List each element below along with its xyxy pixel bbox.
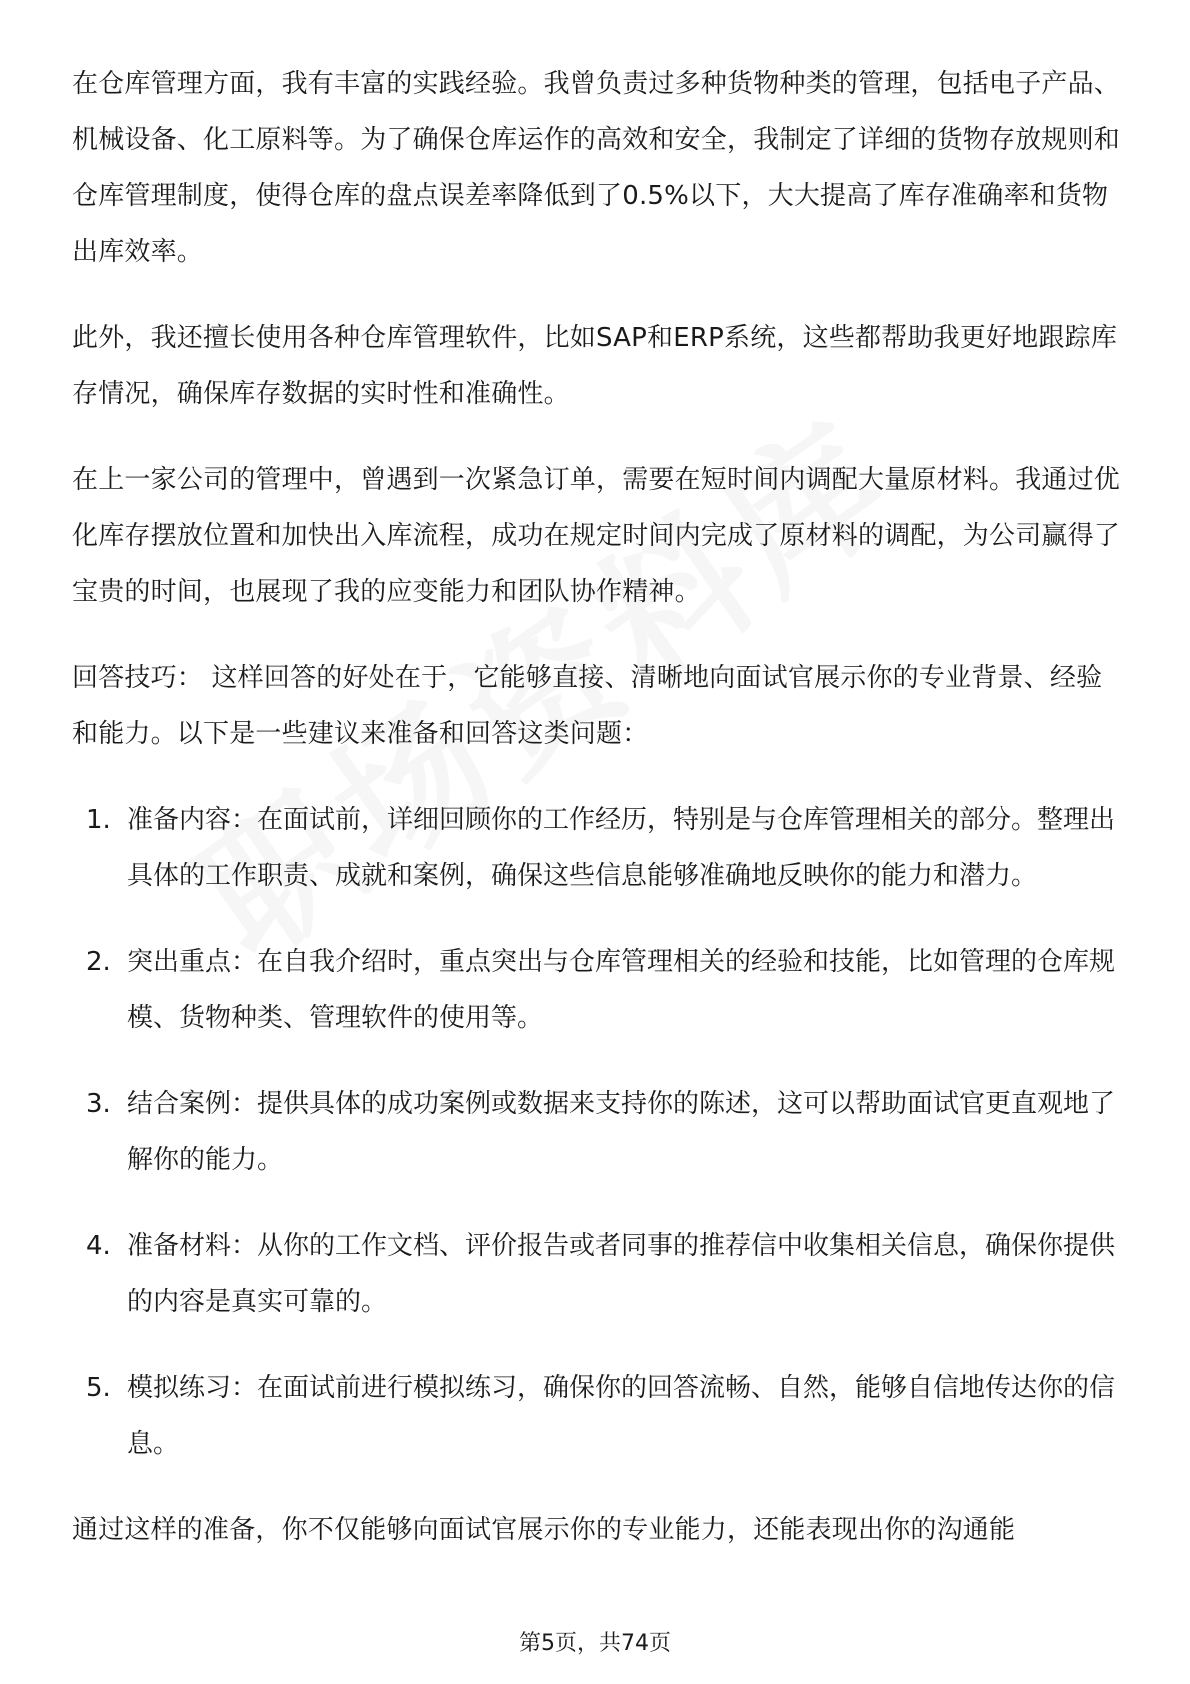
list-text: 结合案例：提供具体的成功案例或数据来支持你的陈述，这可以帮助面试官更直观地了解你的能力。	[127, 1089, 1116, 1175]
paragraph-closing: 通过这样的准备，你不仅能够向面试官展示你的专业能力，还能表现出你的沟通能	[72, 1515, 1016, 1545]
list-item	[72, 1076, 1128, 1188]
paragraph-urgent-order-case: 在上一家公司的管理中，曾遇到一次紧急订单，需要在短时间内调配大量原材料。我通过优化库存摆放位置和加快出入库流程，成功在规定时间内完成了原材料的调配，为公司赢得了宝贵的时间，也展现了我的应变能力和团队协作精神。	[72, 465, 1121, 607]
list-item	[72, 792, 1128, 904]
list-text: 准备内容：在面试前，详细回顾你的工作经历，特别是与仓库管理相关的部分。整理出具体的工作职责、成就和案例，确保这些信息能够准确地反映你的能力和潜力。	[127, 805, 1116, 891]
list-item	[72, 934, 1128, 1046]
list-number: 5.	[86, 1373, 111, 1403]
paragraph-warehouse-experience: 在仓库管理方面，我有丰富的实践经验。我曾负责过多种货物种类的管理，包括电子产品、机械设备、化工原料等。为了确保仓库运作的高效和安全，我制定了详细的货物存放规则和仓库管理制度，使得仓库的盘点误差率降低到了0.5%以下，大大提高了库存准确率和货物出库效率。	[72, 69, 1121, 267]
document-body	[72, 56, 1128, 1588]
list-text: 模拟练习：在面试前进行模拟练习，确保你的回答流畅、自然，能够自信地传达你的信息。	[127, 1373, 1116, 1459]
list-number: 3.	[86, 1089, 111, 1119]
tips-list	[72, 792, 1128, 1472]
list-item	[72, 1218, 1128, 1330]
list-item	[72, 1360, 1128, 1472]
list-number: 1.	[86, 805, 111, 835]
paragraph-answer-tips: 回答技巧： 这样回答的好处在于，它能够直接、清晰地向面试官展示你的专业背景、经验和能力。以下是一些建议来准备和回答这类问题：	[72, 663, 1103, 749]
page-number-footer: 第5页，共74页	[519, 1631, 671, 1656]
list-text: 突出重点：在自我介绍时，重点突出与仓库管理相关的经验和技能，比如管理的仓库规模、货物种类、管理软件的使用等。	[127, 947, 1116, 1033]
list-text: 准备材料：从你的工作文档、评价报告或者同事的推荐信中收集相关信息，确保你提供的内容是真实可靠的。	[127, 1231, 1116, 1317]
list-number: 2.	[86, 947, 111, 977]
paragraph-software-skills: 此外，我还擅长使用各种仓库管理软件，比如SAP和ERP系统，这些都帮助我更好地跟踪库存情况，确保库存数据的实时性和准确性。	[72, 323, 1118, 409]
list-number: 4.	[86, 1231, 111, 1261]
